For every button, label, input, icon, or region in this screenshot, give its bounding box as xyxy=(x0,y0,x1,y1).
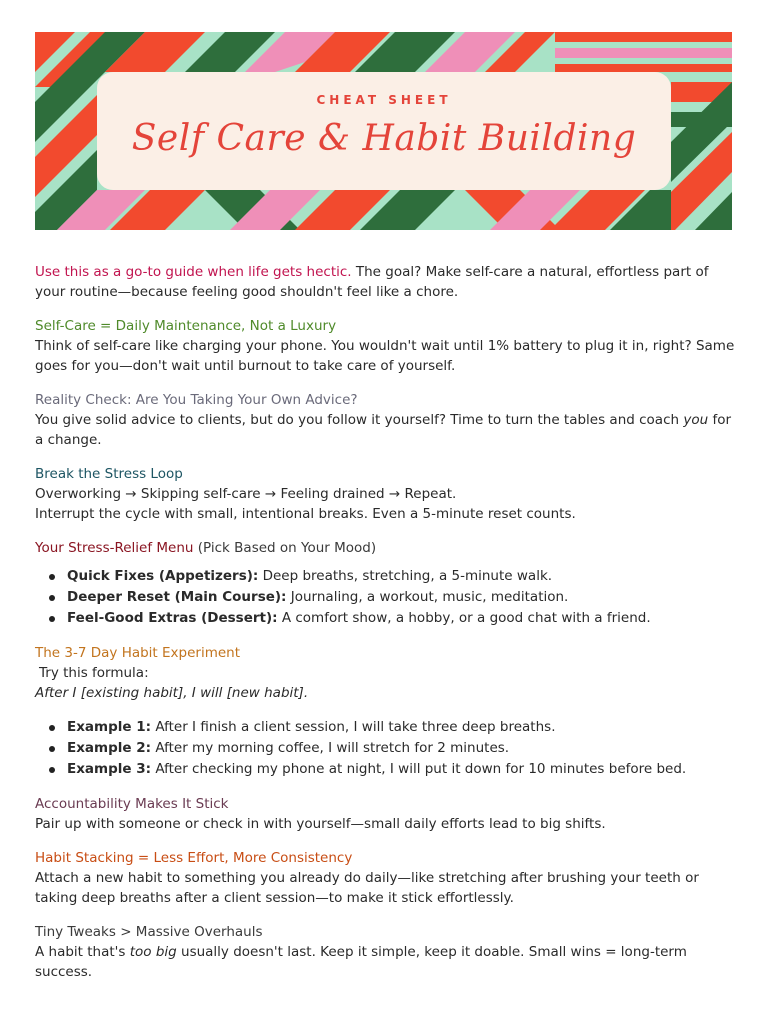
section-stress-menu xyxy=(35,538,735,629)
heading-note: (Pick Based on Your Mood) xyxy=(193,540,377,556)
item-text: Deep breaths, stretching, a 5-minute walk. xyxy=(258,568,553,584)
section-tiny-tweaks xyxy=(35,922,735,982)
page-title: Self Care & Habit Building xyxy=(131,118,637,159)
loop-line: Overworking → Skipping self-care → Feeling drained → Repeat. xyxy=(35,486,457,502)
section-body: Attach a new habit to something you already do daily—like stretching after brushing your teeth or taking deep breaths after a client session—to make it stick effortlessly. xyxy=(35,870,699,906)
formula-emphasis: After I [existing habit], I will [new habit]. xyxy=(35,685,309,701)
section-reality-check xyxy=(35,390,735,450)
section-habit-stacking xyxy=(35,848,735,908)
item-text: After my morning coffee, I will stretch for 2 minutes. xyxy=(151,740,510,756)
formula-intro: Try this formula: xyxy=(39,665,149,681)
section-heading: Break the Stress Loop xyxy=(35,466,183,482)
item-label: Example 1: xyxy=(67,719,152,735)
intro-rest: The goal? Make self-care a natural, effortless part of your routine—because feeling good shouldn't feel like a chore. xyxy=(35,264,709,300)
section-heading: Accountability Makes It Stick xyxy=(35,796,229,812)
section-self-care xyxy=(35,316,735,376)
heading-main: Your Stress-Relief Menu xyxy=(35,540,194,556)
list-item xyxy=(67,566,735,587)
example-list xyxy=(35,717,735,780)
section-stress-loop xyxy=(35,464,735,524)
emphasis-text: you xyxy=(683,412,709,428)
list-item xyxy=(67,738,735,759)
list-item xyxy=(67,608,735,629)
intro-lead: Use this as a go-to guide when life gets hectic. xyxy=(35,264,352,280)
item-label: Example 2: xyxy=(67,740,152,756)
menu-list xyxy=(35,566,735,629)
body-text: for a change. xyxy=(35,412,732,448)
section-heading xyxy=(35,538,735,558)
section-body: Think of self-care like charging your phone. You wouldn't wait until 1% battery to plug it in, right? Same goes for you—don't wait until burnout to take care of yourself. xyxy=(35,338,735,374)
section-body: Pair up with someone or check in with yourself—small daily efforts lead to big shifts. xyxy=(35,816,606,832)
item-label: Deeper Reset (Main Course): xyxy=(67,589,287,605)
item-text: After checking my phone at night, I will put it down for 10 minutes before bed. xyxy=(151,761,687,777)
eyebrow-label: CHEAT SHEET xyxy=(316,93,452,107)
section-habit-experiment xyxy=(35,643,735,780)
item-text: Journaling, a workout, music, meditation. xyxy=(286,589,569,605)
list-item xyxy=(67,759,735,780)
item-label: Example 3: xyxy=(67,761,152,777)
item-label: Quick Fixes (Appetizers): xyxy=(67,568,259,584)
section-heading: Self-Care = Daily Maintenance, Not a Luxury xyxy=(35,318,337,334)
emphasis-text: too big xyxy=(129,944,177,960)
section-body xyxy=(35,410,735,450)
intro-paragraph xyxy=(35,262,735,302)
item-text: After I finish a client session, I will take three deep breaths. xyxy=(151,719,556,735)
title-card xyxy=(97,72,671,190)
body-text: A habit that's xyxy=(35,944,130,960)
section-heading: Tiny Tweaks > Massive Overhauls xyxy=(35,924,263,940)
loop-line: Interrupt the cycle with small, intentional breaks. Even a 5-minute reset counts. xyxy=(35,506,576,522)
list-item xyxy=(67,587,735,608)
document-body xyxy=(35,262,735,996)
formula-text xyxy=(35,683,735,703)
item-text: A comfort show, a hobby, or a good chat with a friend. xyxy=(277,610,651,626)
section-heading: Habit Stacking = Less Effort, More Consistency xyxy=(35,850,353,866)
body-text: usually doesn't last. Keep it simple, keep it doable. Small wins = long-term success. xyxy=(35,944,687,980)
section-accountability xyxy=(35,794,735,834)
item-label: Feel-Good Extras (Dessert): xyxy=(67,610,278,626)
section-body xyxy=(35,942,735,982)
header-banner xyxy=(35,32,732,230)
section-heading: The 3-7 Day Habit Experiment xyxy=(35,645,241,661)
body-text: You give solid advice to clients, but do you follow it yourself? Time to turn the tables and coach xyxy=(35,412,684,428)
section-heading: Reality Check: Are You Taking Your Own Advice? xyxy=(35,392,358,408)
list-item xyxy=(67,717,735,738)
